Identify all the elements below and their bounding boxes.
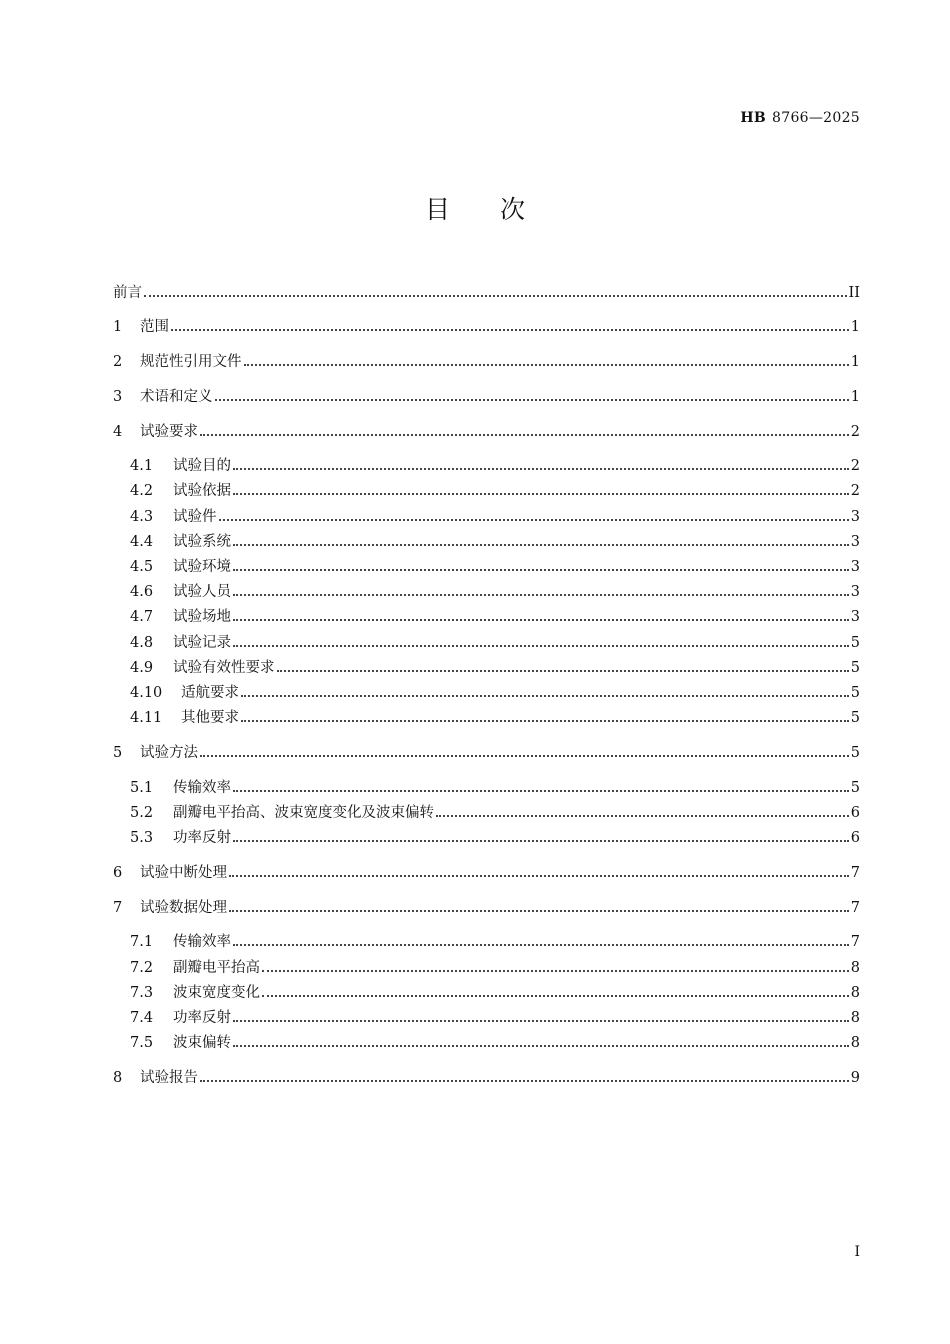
- toc-entry-page: 8: [850, 985, 860, 1001]
- toc-entry-number: 7.1: [130, 934, 154, 950]
- toc-leader-dots: [171, 329, 849, 331]
- toc-entry-number: 5: [113, 745, 123, 761]
- toc-entry-page: 5: [850, 745, 860, 761]
- toc-entry-number: 7.3: [130, 985, 154, 1001]
- toc-leader-dots: [233, 493, 849, 495]
- toc-leader-dots: [233, 645, 849, 647]
- toc-entry-page: 1: [850, 389, 860, 405]
- toc-entry[interactable]: [130, 606, 860, 628]
- toc-entry-number: 7.2: [130, 960, 154, 976]
- toc-entry-label: 范围: [140, 319, 169, 335]
- page-title: [0, 190, 950, 226]
- toc-entry-page: 2: [850, 458, 860, 474]
- toc-entry[interactable]: [130, 707, 860, 729]
- toc-entry-label: 试验数据处理: [140, 900, 227, 916]
- toc-leader-dots: [436, 815, 849, 817]
- toc-entry-page: 3: [850, 534, 860, 550]
- toc-entry-page: 1: [850, 319, 860, 335]
- toc-entry-label: 波束偏转: [173, 1035, 231, 1051]
- toc-entry[interactable]: [113, 282, 860, 304]
- toc-leader-dots: [233, 1020, 849, 1022]
- toc-entry[interactable]: [130, 581, 860, 603]
- toc-entry[interactable]: [130, 657, 860, 679]
- toc-entry[interactable]: [130, 777, 860, 799]
- document-code-number: 8766—2025: [772, 110, 860, 126]
- toc-entry-number: 3: [113, 389, 123, 405]
- toc-leader-dots: [219, 519, 849, 521]
- toc-entry-page: 7: [850, 865, 860, 881]
- toc-entry-number: 2: [113, 354, 123, 370]
- toc-entry[interactable]: [113, 316, 860, 338]
- toc-entry-label: 试验要求: [140, 424, 198, 440]
- toc-entry-number: 5.1: [130, 780, 154, 796]
- toc-entry-label: 其他要求: [181, 710, 239, 726]
- toc-entry[interactable]: [130, 931, 860, 953]
- toc-entry-number: 6: [113, 865, 123, 881]
- toc-entry-number: 4.8: [130, 635, 154, 651]
- toc-entry-label: 传输效率: [173, 780, 231, 796]
- toc-entry-page: 5: [850, 710, 860, 726]
- toc-entry[interactable]: [113, 386, 860, 408]
- toc-entry-page: 6: [850, 805, 860, 821]
- toc-entry-page: II: [848, 285, 860, 301]
- toc-entry-label: 试验方法: [140, 745, 198, 761]
- page-number: I: [854, 1244, 860, 1260]
- toc-leader-dots: [200, 1080, 849, 1082]
- toc-entry-number: 4.6: [130, 584, 154, 600]
- toc-entry[interactable]: [113, 421, 860, 443]
- toc-entry-number: 4.11: [130, 710, 163, 726]
- toc-entry-number: 7.4: [130, 1010, 154, 1026]
- toc-leader-dots: [229, 875, 849, 877]
- toc-leader-dots: [241, 695, 849, 697]
- toc-entry-page: 5: [850, 780, 860, 796]
- toc-entry-page: 2: [850, 483, 860, 499]
- toc-leader-dots: [241, 720, 849, 722]
- toc-entry-number: 4.9: [130, 660, 154, 676]
- toc-leader-dots: [233, 1045, 849, 1047]
- toc-entry-label: 副瓣电平抬高、波束宽度变化及波束偏转: [173, 805, 434, 821]
- toc-entry-label: 试验有效性要求: [173, 660, 275, 676]
- toc-leader-dots: [233, 544, 849, 546]
- toc-entry[interactable]: [130, 1007, 860, 1029]
- toc-entry[interactable]: [130, 480, 860, 502]
- toc-entry-number: 5.2: [130, 805, 154, 821]
- toc-entry[interactable]: [130, 531, 860, 553]
- toc-entry-page: 7: [850, 900, 860, 916]
- toc-entry-page: 8: [850, 960, 860, 976]
- toc-entry-number: 4.1: [130, 458, 154, 474]
- toc-entry-number: 4: [113, 424, 123, 440]
- toc-entry-label: 试验依据: [173, 483, 231, 499]
- toc-entry[interactable]: [130, 455, 860, 477]
- toc-entry[interactable]: [113, 1067, 860, 1089]
- toc-entry-number: 7.5: [130, 1035, 154, 1051]
- toc-entry-label: 试验系统: [173, 534, 231, 550]
- toc-leader-dots: [233, 569, 849, 571]
- toc-entry-number: 4.4: [130, 534, 154, 550]
- toc-entry-number: 4.7: [130, 609, 154, 625]
- toc-entry-label: 试验人员: [173, 584, 231, 600]
- toc-entry[interactable]: [130, 827, 860, 849]
- toc-leader-dots: [229, 910, 849, 912]
- toc-entry[interactable]: [130, 556, 860, 578]
- toc-leader-dots: [215, 399, 849, 401]
- toc-entry-label: 试验记录: [173, 635, 231, 651]
- toc-entry-label: 试验报告: [140, 1070, 198, 1086]
- toc-entry-page: 6: [850, 830, 860, 846]
- toc-leader-dots: [262, 970, 849, 972]
- toc-entry[interactable]: [130, 957, 860, 979]
- toc-entry[interactable]: [130, 1032, 860, 1054]
- toc-entry-page: 3: [850, 559, 860, 575]
- toc-leader-dots: [244, 364, 849, 366]
- document-code-prefix: HB: [740, 110, 767, 126]
- toc-entry[interactable]: [113, 862, 860, 884]
- toc-entry-label: 适航要求: [181, 685, 239, 701]
- toc-leader-dots: [233, 790, 849, 792]
- toc-entry-page: 9: [850, 1070, 860, 1086]
- toc-entry-page: 1: [850, 354, 860, 370]
- toc-entry-page: 8: [850, 1035, 860, 1051]
- toc-entry-page: 5: [850, 635, 860, 651]
- document-code: [740, 110, 860, 126]
- toc-leader-dots: [233, 594, 849, 596]
- toc-leader-dots: [262, 995, 849, 997]
- toc-entry-number: 4.3: [130, 509, 154, 525]
- toc-entry-label: 波束宽度变化: [173, 985, 260, 1001]
- toc-entry-number: 1: [113, 319, 123, 335]
- toc-leader-dots: [233, 619, 849, 621]
- toc-entry-label: 前言: [113, 285, 142, 301]
- toc-entry-label: 试验目的: [173, 458, 231, 474]
- toc-leader-dots: [200, 755, 849, 757]
- toc-leader-dots: [277, 670, 849, 672]
- toc-entry-number: 7: [113, 900, 123, 916]
- toc-entry-label: 传输效率: [173, 934, 231, 950]
- toc-entry[interactable]: [130, 632, 860, 654]
- toc-entry-page: 3: [850, 509, 860, 525]
- toc-entry-page: 8: [850, 1010, 860, 1026]
- toc-entry[interactable]: [130, 802, 860, 824]
- toc-entry-page: 2: [850, 424, 860, 440]
- toc-entry[interactable]: [113, 742, 860, 764]
- toc-entry[interactable]: [113, 351, 860, 373]
- toc-entry-label: 功率反射: [173, 1010, 231, 1026]
- toc-entry-number: 4.5: [130, 559, 154, 575]
- toc-entry-label: 试验件: [173, 509, 217, 525]
- toc-entry-page: 5: [850, 660, 860, 676]
- toc-entry-page: 3: [850, 584, 860, 600]
- toc-entry-number: 4.10: [130, 685, 163, 701]
- toc-entry[interactable]: [130, 982, 860, 1004]
- toc-entry-label: 术语和定义: [140, 389, 213, 405]
- toc-leader-dots: [233, 840, 849, 842]
- toc-entry-page: 3: [850, 609, 860, 625]
- toc-entry-label: 试验场地: [173, 609, 231, 625]
- toc-entry-label: 试验环境: [173, 559, 231, 575]
- toc-entry-page: 7: [850, 934, 860, 950]
- toc-entry-number: 5.3: [130, 830, 154, 846]
- toc-entry[interactable]: [113, 897, 860, 919]
- page-title-char: 目: [424, 195, 450, 224]
- toc-leader-dots: [233, 944, 849, 946]
- toc-leader-dots: [144, 295, 847, 297]
- toc-leader-dots: [200, 434, 849, 436]
- toc-entry[interactable]: [130, 506, 860, 528]
- page-title-char: 次: [500, 195, 526, 224]
- toc-entry[interactable]: [130, 682, 860, 704]
- toc-entry-label: 副瓣电平抬高: [173, 960, 260, 976]
- toc-entry-number: 4.2: [130, 483, 154, 499]
- toc-entry-page: 5: [850, 685, 860, 701]
- toc-entry-label: 试验中断处理: [140, 865, 227, 881]
- toc-entry-label: 规范性引用文件: [140, 354, 242, 370]
- toc-entry-number: 8: [113, 1070, 123, 1086]
- toc-entry-label: 功率反射: [173, 830, 231, 846]
- toc-leader-dots: [233, 468, 849, 470]
